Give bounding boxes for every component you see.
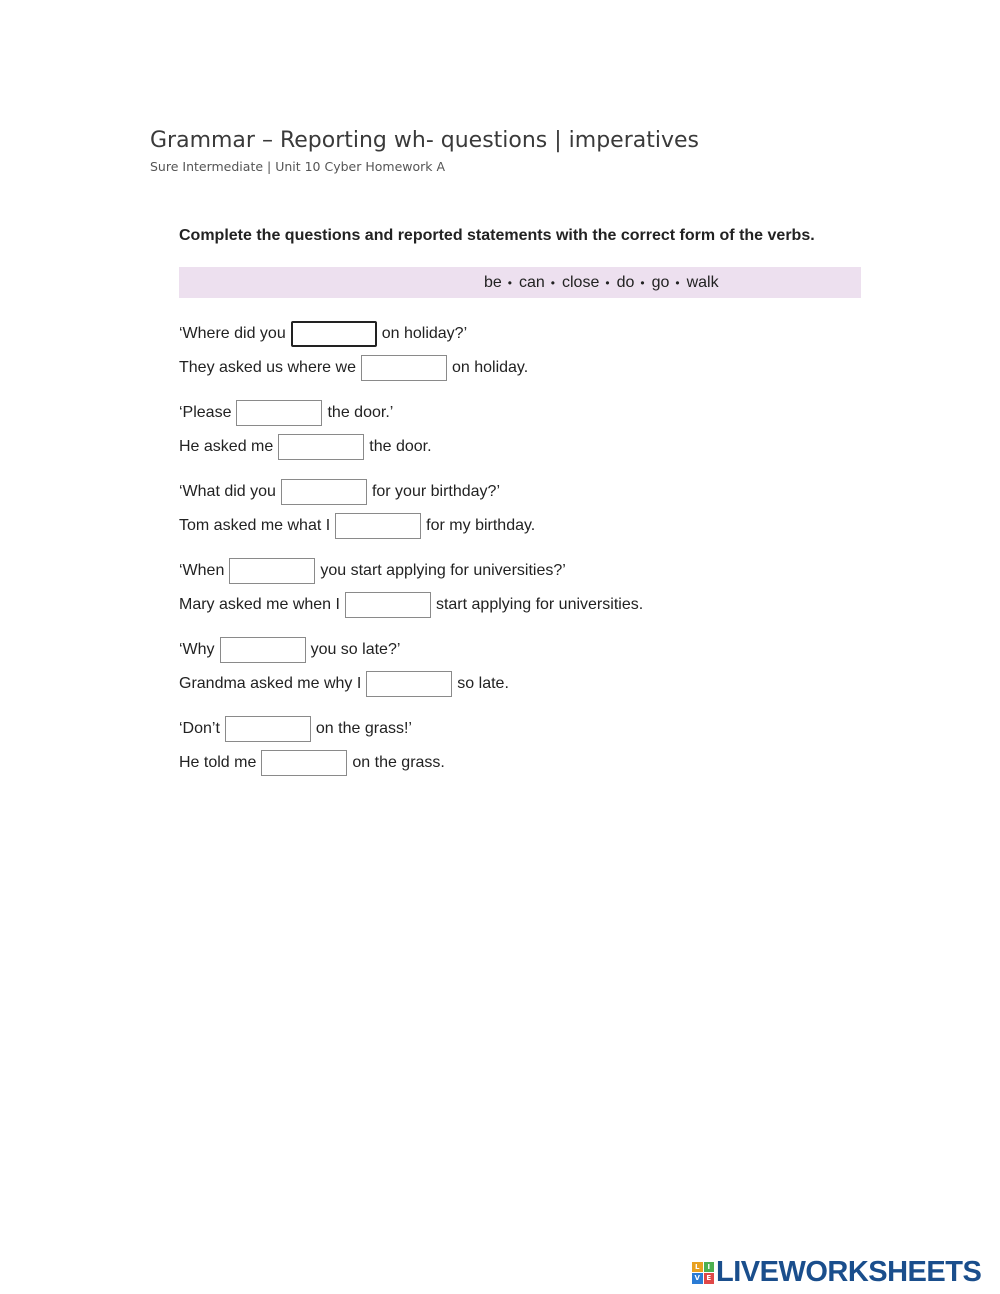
exercise-line (179, 558, 566, 584)
word-bank-item: can (519, 273, 545, 291)
exercise-line (179, 637, 400, 663)
exercise-text-before: Mary asked me when I (179, 596, 340, 613)
exercise-text-after: on holiday. (451, 359, 529, 376)
exercise-text-after: on the grass. (352, 754, 445, 771)
answer-input[interactable] (335, 513, 421, 539)
exercise-text-before: He told me (179, 754, 257, 771)
liveworksheets-logo-icon (692, 1262, 714, 1284)
logo-mark-letter: E (704, 1273, 715, 1284)
answer-input[interactable] (361, 355, 447, 381)
exercise-text-before: ‘When (179, 562, 225, 579)
exercise-line (179, 592, 643, 618)
word-bank-item: walk (686, 273, 719, 291)
exercise-line (179, 400, 393, 426)
liveworksheets-logo[interactable] (692, 1256, 981, 1289)
exercise-text-after: the door.’ (327, 404, 394, 421)
logo-mark-letter: L (692, 1262, 703, 1273)
exercise-text-after: start applying for universities. (435, 596, 644, 613)
exercise-line (179, 716, 412, 742)
exercise-line (179, 434, 432, 460)
answer-input[interactable] (291, 321, 377, 347)
logo-mark-letter: V (692, 1273, 703, 1284)
answer-input[interactable] (261, 750, 347, 776)
exercise-line (179, 479, 500, 505)
exercise-text-before: They asked us where we (179, 359, 356, 376)
answer-input[interactable] (220, 637, 306, 663)
word-bank-item: close (562, 273, 600, 291)
word-bank-bullet: • (675, 275, 680, 290)
answer-input[interactable] (366, 671, 452, 697)
logo-mark-letter: I (704, 1262, 715, 1273)
exercise-text-after: you so late?’ (310, 641, 401, 658)
exercise-text-before: ‘Please (179, 404, 232, 421)
answer-input[interactable] (278, 434, 364, 460)
exercise-text-after: on the grass!’ (315, 720, 412, 737)
page-subtitle: Sure Intermediate | Unit 10 Cyber Homework A (150, 159, 446, 174)
word-bank-item: be (484, 273, 502, 291)
word-bank-bullet: • (605, 275, 610, 290)
exercise-text-before: ‘Where did you (179, 325, 286, 342)
answer-input[interactable] (229, 558, 315, 584)
answer-input[interactable] (281, 479, 367, 505)
exercise-text-after: on holiday?’ (381, 325, 468, 342)
instruction-text: Complete the questions and reported statements with the correct form of the verbs. (179, 227, 815, 244)
exercise-line (179, 321, 467, 347)
exercise-text-before: ‘Don’t (179, 720, 220, 737)
word-bank-bullet: • (550, 275, 555, 290)
exercise-text-before: He asked me (179, 438, 274, 455)
answer-input[interactable] (236, 400, 322, 426)
exercise-line (179, 513, 535, 539)
exercise-line (179, 355, 528, 381)
word-bank-item: do (616, 273, 635, 291)
answer-input[interactable] (225, 716, 311, 742)
exercise-line (179, 750, 445, 776)
exercise-text-before: Tom asked me what I (179, 517, 331, 534)
exercise-text-after: you start applying for universities?’ (320, 562, 566, 579)
answer-input[interactable] (345, 592, 431, 618)
word-bank-bullet: • (507, 275, 512, 290)
exercise-line (179, 671, 509, 697)
exercise-text-after: so late. (457, 675, 509, 692)
exercise-text-after: for your birthday?’ (371, 483, 500, 500)
exercise-text-before: Grandma asked me why I (179, 675, 362, 692)
word-bank-item: go (651, 273, 670, 291)
exercise-text-before: ‘Why (179, 641, 215, 658)
page-title: Grammar – Reporting wh- questions | imperatives (150, 128, 699, 153)
exercise-text-after: for my birthday. (426, 517, 536, 534)
exercise-text-before: ‘What did you (179, 483, 276, 500)
word-bank (179, 267, 861, 298)
exercise-text-after: the door. (369, 438, 432, 455)
logo-text: LIVEWORKSHEETS (716, 1256, 982, 1288)
word-bank-bullet: • (640, 275, 645, 290)
